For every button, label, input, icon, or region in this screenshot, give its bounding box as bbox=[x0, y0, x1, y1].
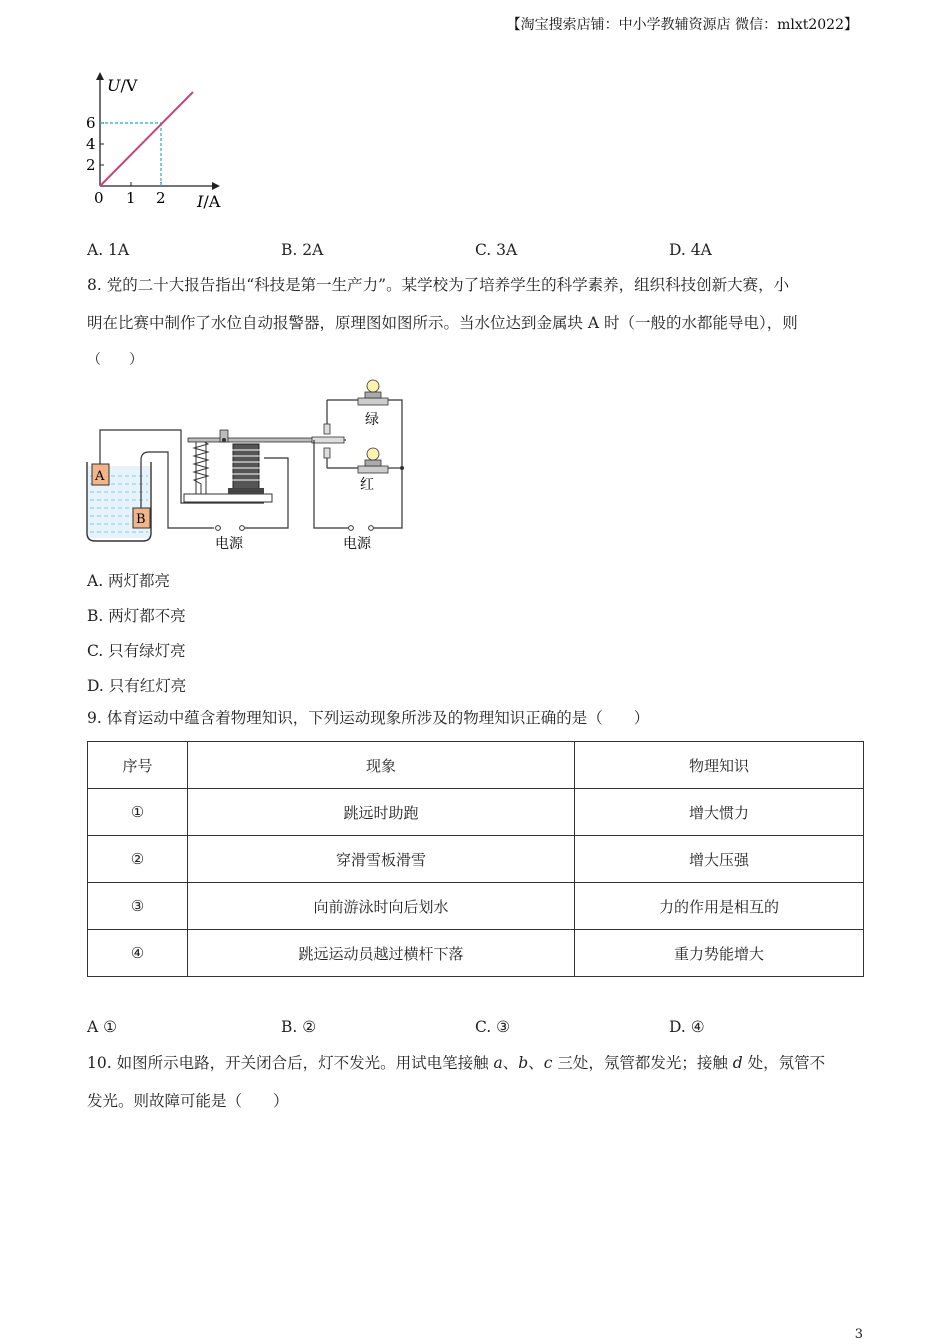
q8-answer-blank: （ ） bbox=[87, 352, 143, 368]
page-header: 【淘宝搜索店铺：中小学教辅资源店 微信：mlxt2022】 bbox=[506, 17, 858, 33]
relay-base bbox=[184, 494, 272, 502]
table-cell: ④ bbox=[88, 930, 188, 977]
table-cell: 穿滑雪板滑雪 bbox=[188, 836, 575, 883]
green-lamp-icon bbox=[358, 380, 388, 405]
q7-option-d: D. 4A bbox=[669, 241, 712, 259]
power-terminal bbox=[349, 526, 354, 531]
y-axis-arrow bbox=[96, 72, 104, 80]
table-row bbox=[88, 836, 864, 883]
table-row bbox=[88, 789, 864, 836]
red-lamp-label: 红 bbox=[360, 477, 374, 493]
contact-lower bbox=[324, 448, 330, 458]
table-header: 序号 bbox=[88, 742, 188, 789]
y-axis-label: U/V bbox=[107, 76, 138, 95]
u-i-line bbox=[100, 92, 193, 186]
table-header-row bbox=[88, 742, 864, 789]
table-cell: 跳远运动员越过横杆下落 bbox=[188, 930, 575, 977]
table-row bbox=[88, 883, 864, 930]
q9-table bbox=[87, 741, 864, 977]
metal-block-a-label: A bbox=[95, 469, 105, 484]
table-cell: ② bbox=[88, 836, 188, 883]
q8-option-c: C. 只有绿灯亮 bbox=[87, 642, 186, 660]
power-label-left: 电源 bbox=[215, 536, 243, 552]
x-tick-label: 2 bbox=[156, 189, 166, 207]
u-i-graph bbox=[80, 70, 240, 218]
q7-option-b: B. 2A bbox=[281, 241, 324, 259]
q8-option-b: B. 两灯都不亮 bbox=[87, 607, 186, 625]
armature-lever bbox=[188, 438, 328, 442]
electromagnet-core bbox=[233, 444, 259, 490]
q9-option-c: C. ③ bbox=[475, 1018, 511, 1036]
table-cell: 增大压强 bbox=[575, 836, 864, 883]
table-cell: 向前游泳时向后划水 bbox=[188, 883, 575, 930]
power-terminal bbox=[240, 526, 245, 531]
page-number: 3 bbox=[854, 1327, 863, 1342]
table-cell: ③ bbox=[88, 883, 188, 930]
table-row bbox=[88, 930, 864, 977]
q8-stem-line1: 8. 党的二十大报告指出“科技是第一生产力”。某学校为了培养学生的科学素养，组织科技创新大赛，小 bbox=[87, 276, 790, 294]
q8-option-a: A. 两灯都亮 bbox=[87, 572, 171, 590]
power-label-right: 电源 bbox=[343, 536, 371, 552]
q9-option-a: A ① bbox=[87, 1018, 118, 1036]
y-tick-label: 6 bbox=[86, 114, 96, 132]
electromagnet-base bbox=[228, 488, 264, 494]
x-axis-arrow bbox=[212, 182, 220, 190]
q10-stem-line1: 10. 如图所示电路，开关闭合后，灯不发光。用试电笔接触 a、b、c 三处，氖管都发光；接触 d 处，氖管不 bbox=[87, 1054, 826, 1072]
x-tick-label: 0 bbox=[94, 189, 104, 207]
green-lamp-label: 绿 bbox=[365, 412, 379, 428]
x-axis-label: I/A bbox=[197, 192, 221, 211]
red-lamp-icon bbox=[358, 448, 388, 473]
power-terminal bbox=[369, 526, 374, 531]
metal-block-b-label: B bbox=[136, 512, 146, 527]
q9-stem: 9. 体育运动中蕴含着物理知识，下列运动现象所涉及的物理知识正确的是（ ） bbox=[87, 709, 650, 727]
water-alarm-circuit-diagram bbox=[84, 378, 414, 556]
y-tick-label: 2 bbox=[86, 156, 96, 174]
x-tick-label: 1 bbox=[126, 189, 136, 207]
table-cell: 跳远时助跑 bbox=[188, 789, 575, 836]
q7-option-a: A. 1A bbox=[87, 241, 130, 259]
q8-option-d: D. 只有红灯亮 bbox=[87, 677, 187, 695]
q10-stem-line2: 发光。则故障可能是（ ） bbox=[87, 1092, 289, 1110]
power-terminal bbox=[216, 526, 221, 531]
table-cell: ① bbox=[88, 789, 188, 836]
table-header: 现象 bbox=[188, 742, 575, 789]
contact-upper bbox=[324, 424, 330, 434]
table-cell: 重力势能增大 bbox=[575, 930, 864, 977]
q9-option-d: D. ④ bbox=[669, 1018, 705, 1036]
table-header: 物理知识 bbox=[575, 742, 864, 789]
table-cell: 力的作用是相互的 bbox=[575, 883, 864, 930]
contact-moving bbox=[312, 437, 344, 443]
table-cell: 增大惯力 bbox=[575, 789, 864, 836]
q9-option-b: B. ② bbox=[281, 1018, 317, 1036]
y-tick-label: 4 bbox=[86, 135, 96, 153]
q8-stem-line2: 明在比赛中制作了水位自动报警器，原理图如图所示。当水位达到金属块 A 时（一般的水都能导电），则 bbox=[87, 314, 798, 332]
q7-option-c: C. 3A bbox=[475, 241, 518, 259]
